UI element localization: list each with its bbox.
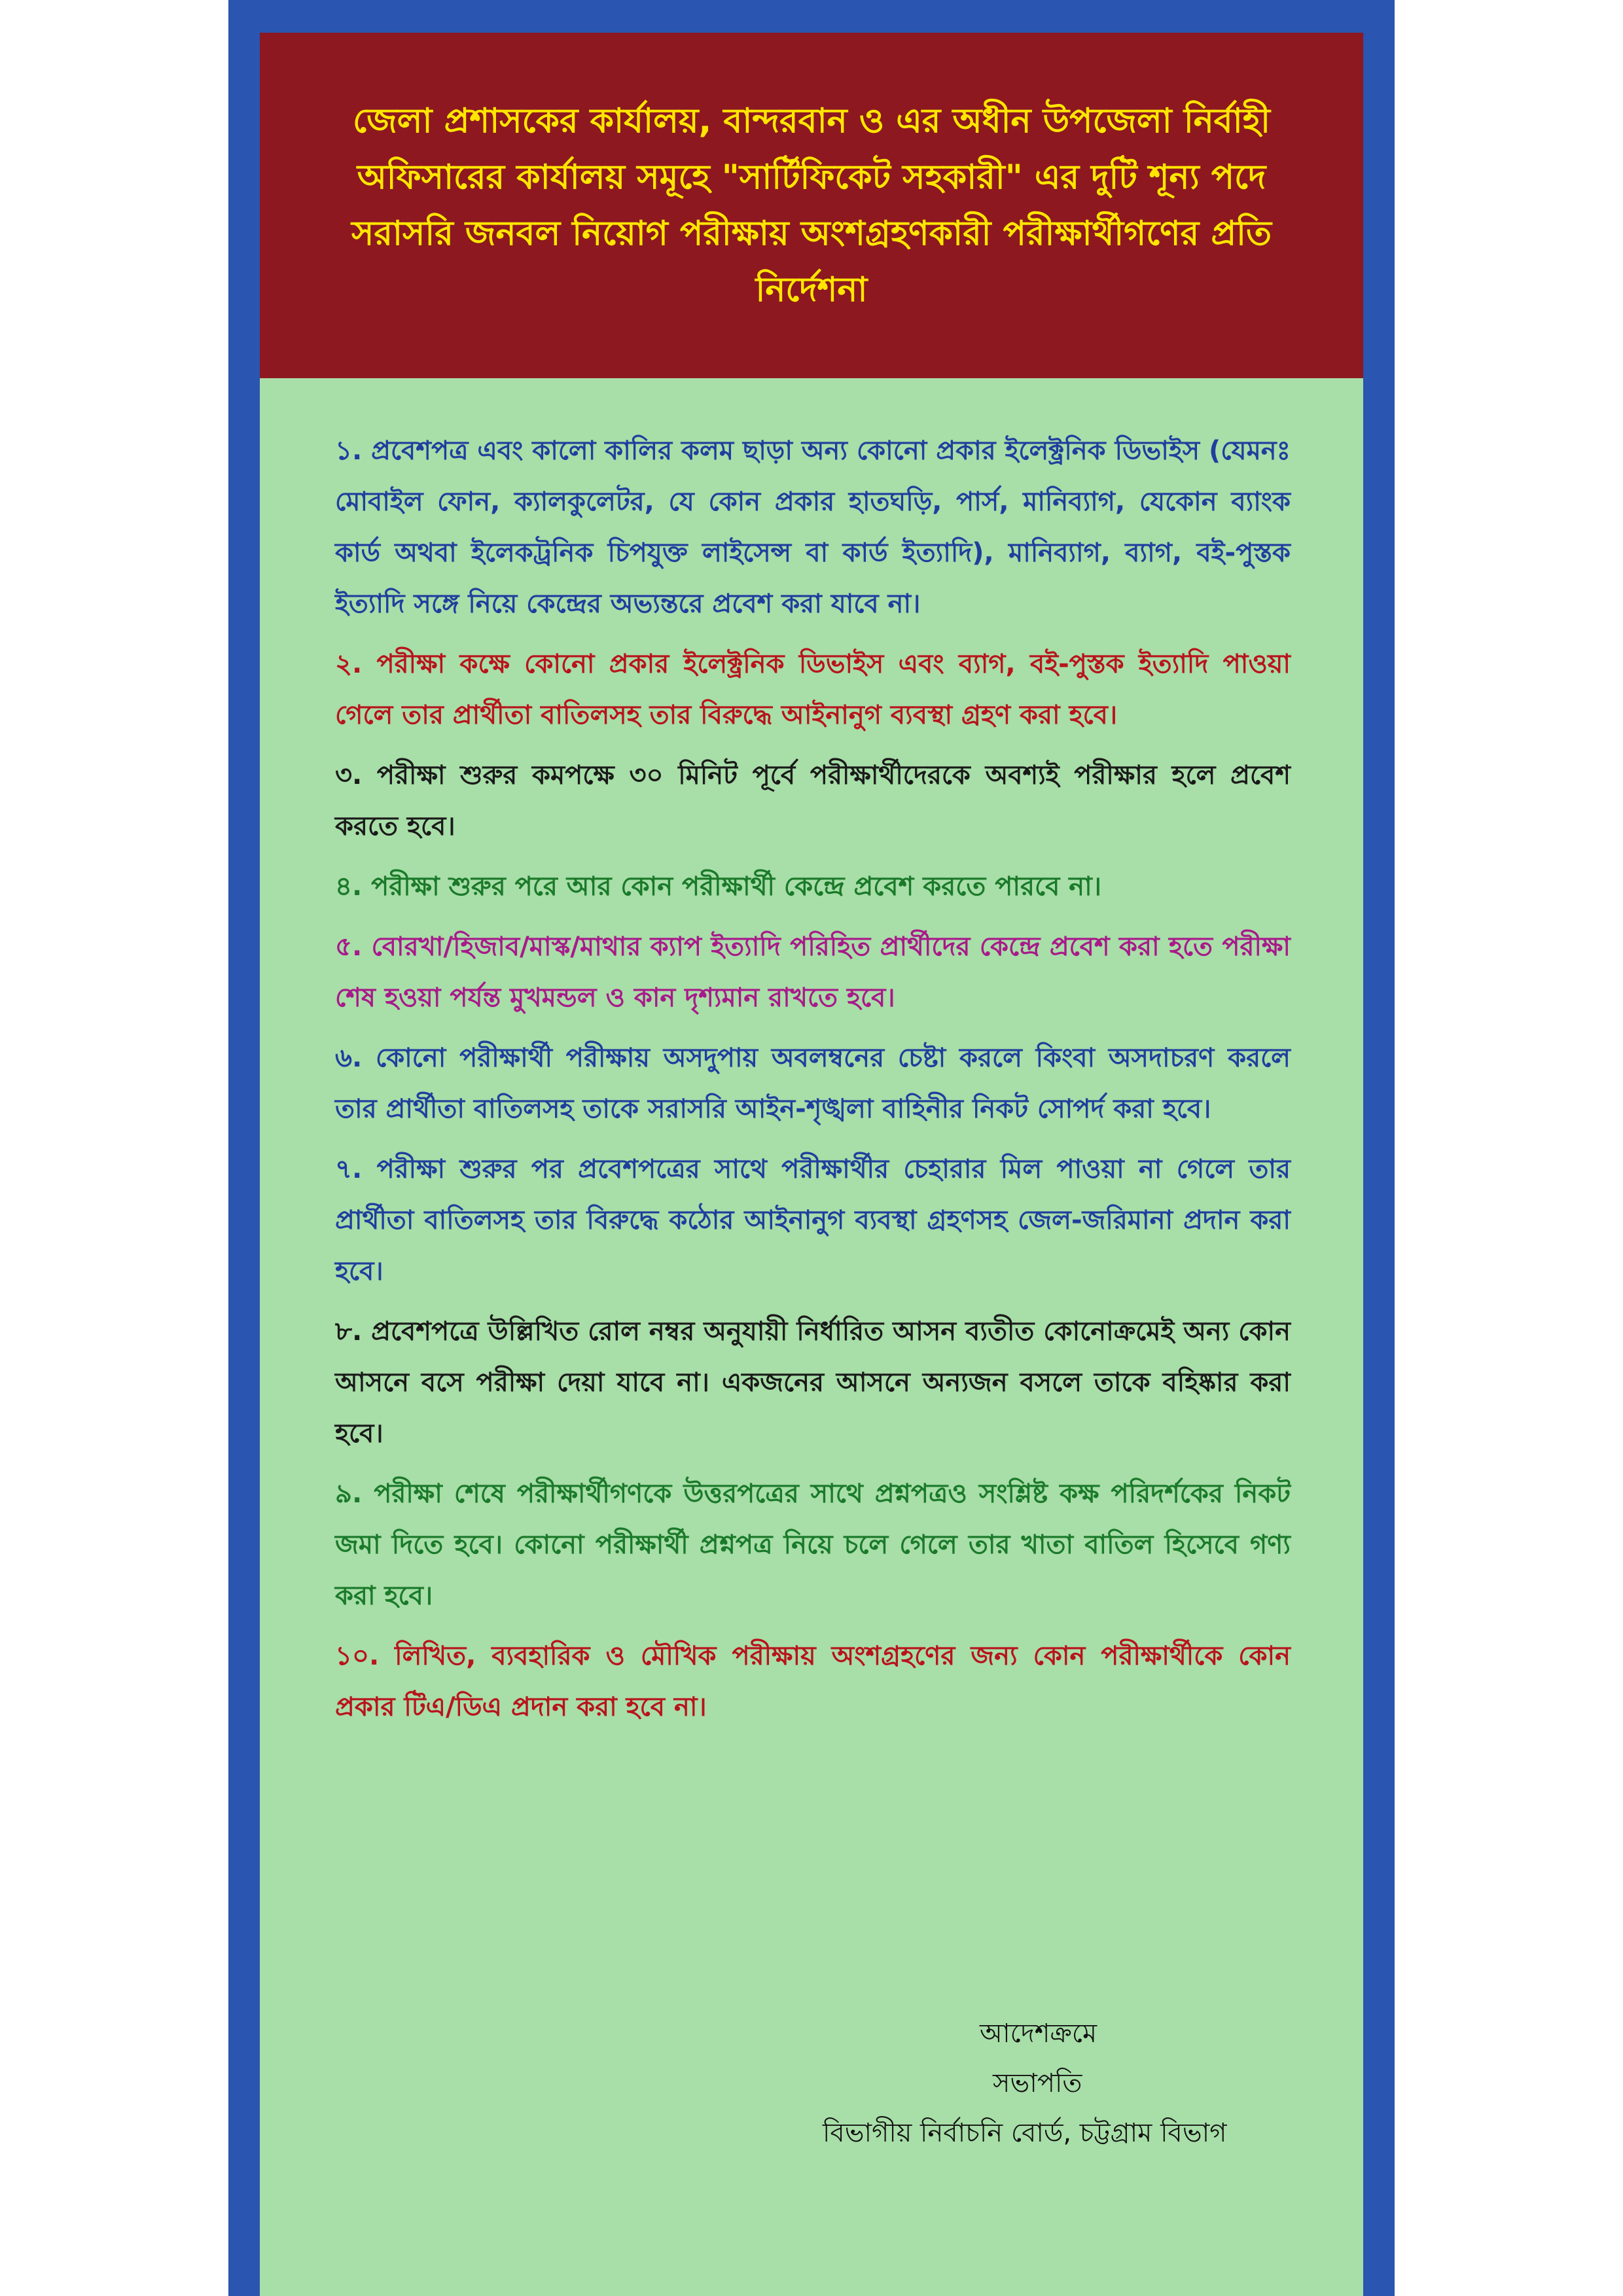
notice-title: জেলা প্রশাসকের কার্যালয়, বান্দরবান ও এর অধীন উপজেলা নির্বাহী অফিসারের কার্যালয় সমূহে "সার্টিফিকেট সহকারী" এর দুটি শূন্য পদে সরাসরি জনবল নিয়োগ পরীক্ষায় অংশগ্রহণকারী পরীক্ষার্থীগণের প্রতি নির্দেশনা bbox=[351, 101, 1272, 309]
signature-order-line: আদেশক্রমে bbox=[980, 2019, 1097, 2049]
instruction-item: ১. প্রবেশপত্র এবং কালো কালির কলম ছাড়া অন্য কোনো প্রকার ইলেক্ট্রনিক ডিভাইস (যেমনঃ মোবাইল ফোন, ক্যালকুলেটর, যে কোন প্রকার হাতঘড়ি, পার্স, মানিব্যাগ, যেকোন ব্যাংক কার্ড অথবা ইলেকট্রনিক চিপযুক্ত লাইসেন্স বা কার্ড ইত্যাদি), মানিব্যাগ, ব্যাগ, বই-পুস্তক ইত্যাদি সঙ্গে নিয়ে কেন্দ্রের অভ্যন্তরে প্রবেশ করা যাবে না। bbox=[335, 436, 1291, 619]
signature-office: বিভাগীয় নির্বাচনি বোর্ড, চট্টগ্রাম বিভাগ bbox=[823, 2118, 1227, 2148]
signature-designation: সভাপতি bbox=[993, 2068, 1082, 2098]
notice-body bbox=[260, 33, 1363, 2296]
instruction-item: ১০. লিখিত, ব্যবহারিক ও মৌখিক পরীক্ষায় অংশগ্রহণের জন্য কোন পরীক্ষার্থীকে কোন প্রকার টিএ/ডিএ প্রদান করা হবে না। bbox=[335, 1641, 1291, 1722]
instruction-item: ২. পরীক্ষা কক্ষে কোনো প্রকার ইলেক্ট্রনিক ডিভাইস এবং ব্যাগ, বই-পুস্তক ইত্যাদি পাওয়া গেলে তার প্রার্থীতা বাতিলসহ তার বিরুদ্ধে আইনানুগ ব্যবস্থা গ্রহণ করা হবে। bbox=[335, 649, 1291, 730]
instruction-item: ৬. কোনো পরীক্ষার্থী পরীক্ষায় অসদুপায় অবলম্বনের চেষ্টা করলে কিংবা অসদাচরণ করলে তার প্রার্থীতা বাতিলসহ তাকে সরাসরি আইন-শৃঙ্খলা বাহিনীর নিকট সোপর্দ করা হবে। bbox=[335, 1043, 1291, 1124]
instruction-item: ৮. প্রবেশপত্রে উল্লিখিত রোল নম্বর অনুযায়ী নির্ধারিত আসন ব্যতীত কোনোক্রমেই অন্য কোন আসনে বসে পরীক্ষা দেয়া যাবে না। একজনের আসনে অন্যজন বসলে তাকে বহিষ্কার করা হবে। bbox=[335, 1316, 1291, 1449]
instruction-item: ৭. পরীক্ষা শুরুর পর প্রবেশপত্রের সাথে পরীক্ষার্থীর চেহারার মিল পাওয়া না গেলে তার প্রার্থীতা বাতিলসহ তার বিরুদ্ধে কঠোর আইনানুগ ব্যবস্থা গ্রহণসহ জেল-জরিমানা প্রদান করা হবে। bbox=[335, 1154, 1291, 1286]
notice-frame bbox=[228, 0, 1395, 2296]
instruction-item: ৫. বোরখা/হিজাব/মাস্ক/মাথার ক্যাপ ইত্যাদি পরিহিত প্রার্থীদের কেন্দ্রে প্রবেশ করা হতে পরীক্ষা শেষ হওয়া পর্যন্ত মুখমন্ডল ও কান দৃশ্যমান রাখতে হবে। bbox=[335, 932, 1291, 1013]
instruction-item: ৯. পরীক্ষা শেষে পরীক্ষার্থীগণকে উত্তরপত্রের সাথে প্রশ্নপত্রও সংশ্লিষ্ট কক্ষ পরিদর্শকের নিকট জমা দিতে হবে। কোনো পরীক্ষার্থী প্রশ্নপত্র নিয়ে চলে গেলে তার খাতা বাতিল হিসেবে গণ্য করা হবে। bbox=[335, 1479, 1291, 1611]
instruction-item: ৪. পরীক্ষা শুরুর পরে আর কোন পরীক্ষার্থী কেন্দ্রে প্রবেশ করতে পারবে না। bbox=[335, 872, 1102, 902]
instruction-item: ৩. পরীক্ষা শুরুর কমপক্ষে ৩০ মিনিট পূর্বে পরীক্ষার্থীদেরকে অবশ্যই পরীক্ষার হলে প্রবেশ করতে হবে। bbox=[335, 760, 1291, 841]
instruction-list bbox=[335, 425, 1291, 1742]
header-band bbox=[260, 33, 1363, 378]
